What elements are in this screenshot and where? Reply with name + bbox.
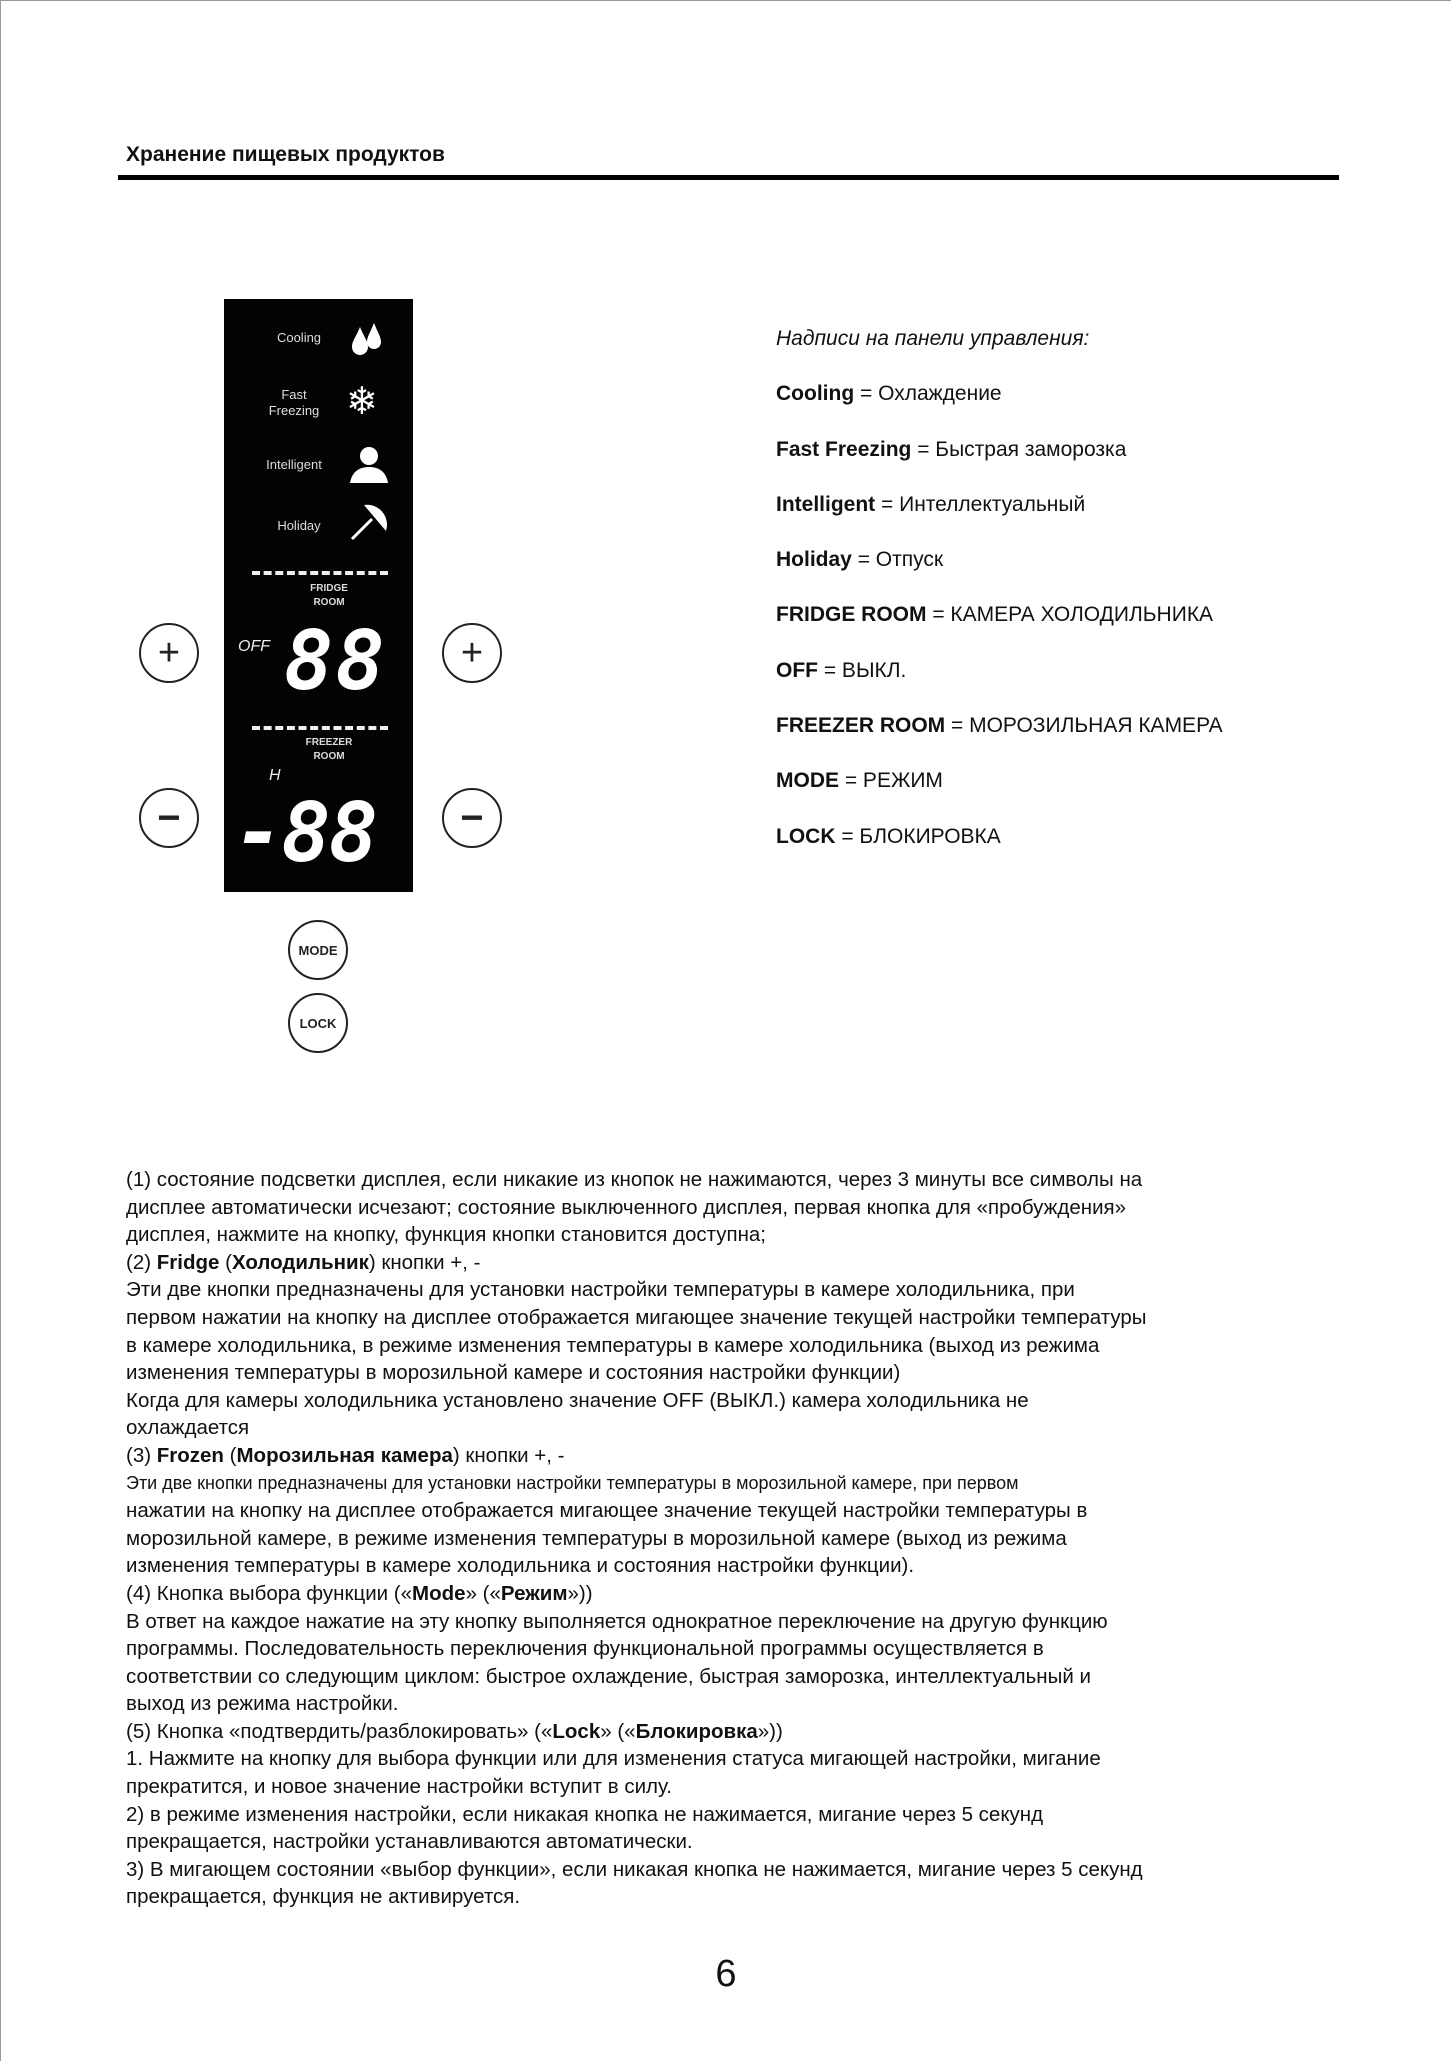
text-run: программы. Последовательность переключения функциональной программы осуществляется в bbox=[126, 1637, 1044, 1661]
text-line bbox=[126, 1663, 1147, 1691]
text-line bbox=[126, 1635, 1147, 1663]
text-run: морозильной камере, в режиме изменения температуры в морозильной камере (выход из режима bbox=[126, 1526, 1067, 1550]
legend-value: = ВЫКЛ. bbox=[818, 658, 907, 682]
legend-key: FREEZER ROOM bbox=[776, 714, 946, 738]
text-run: изменения температуры в морозильной камере и состояния настройки функции) bbox=[126, 1361, 901, 1385]
text-run: прекратится, и новое значение настройки вступит в силу. bbox=[126, 1775, 672, 1799]
umbrella-icon bbox=[346, 499, 390, 548]
text-line bbox=[126, 1690, 1147, 1718]
instructions-text bbox=[126, 1166, 1147, 1911]
text-line bbox=[126, 1414, 1147, 1442]
legend-value: = Интеллектуальный bbox=[875, 492, 1086, 516]
text-line bbox=[126, 1745, 1147, 1773]
fridge-plus-right-button[interactable]: + bbox=[442, 623, 502, 683]
text-run: в камере холодильника, в режиме изменения температуры в камере холодильника (выход из режима bbox=[126, 1333, 1100, 1357]
text-run: ) кнопки +, - bbox=[368, 1250, 481, 1274]
mode-label-intelligent: Intelligent bbox=[266, 457, 322, 472]
text-run: В ответ на каждое нажатие на эту кнопку выполняется однократное переключение на другую функцию bbox=[126, 1609, 1108, 1633]
text-line bbox=[126, 1359, 1147, 1387]
bold-term: Блокировка bbox=[635, 1719, 758, 1743]
snowflake-icon: ❄ bbox=[346, 381, 378, 423]
legend-key: LOCK bbox=[776, 824, 836, 848]
freezer-temperature-digits: -88 bbox=[234, 786, 377, 881]
text-run: выход из режима настройки. bbox=[126, 1692, 399, 1716]
legend-item bbox=[776, 714, 1223, 769]
legend-key: Holiday bbox=[776, 548, 852, 572]
legend-key: MODE bbox=[776, 769, 839, 793]
person-icon bbox=[348, 445, 390, 490]
text-run: 1. Нажмите на кнопку для выбора функции или для изменения статуса мигающей настройки, мигание bbox=[126, 1747, 1101, 1771]
text-line bbox=[126, 1856, 1147, 1884]
text-run: дисплее автоматически исчезают; состояние выключенного дисплея, первая кнопка для «пробуждения» bbox=[126, 1195, 1127, 1219]
text-line bbox=[126, 1580, 1147, 1608]
droplets-icon bbox=[348, 319, 388, 364]
legend-item bbox=[776, 548, 1223, 603]
text-run: дисплея, нажмите на кнопку, функция кнопки становится доступна; bbox=[126, 1223, 767, 1247]
legend-value: = РЕЖИМ bbox=[839, 769, 943, 793]
fridge-divider bbox=[252, 571, 388, 575]
legend-key: Cooling bbox=[776, 382, 855, 406]
text-run: Эти две кнопки предназначены для установки настройки температуры в камере холодильника, при bbox=[126, 1278, 1075, 1302]
text-line bbox=[126, 1249, 1147, 1277]
text-run: »)) bbox=[567, 1581, 593, 1605]
text-run: охлаждается bbox=[126, 1416, 250, 1440]
text-run: первом нажатии на кнопку на дисплее отображается мигающее значение текущей настройки температуры bbox=[126, 1305, 1147, 1329]
fridge-room-label: FRIDGE ROOM bbox=[310, 583, 348, 608]
freezer-h-indicator: H bbox=[269, 767, 281, 784]
text-run: Когда для камеры холодильника установлено значение OFF (ВЫКЛ.) камера холодильника не bbox=[126, 1388, 1029, 1412]
fridge-plus-left-button[interactable]: + bbox=[139, 623, 199, 683]
text-run: прекращается, функция не активируется. bbox=[126, 1885, 521, 1909]
text-line bbox=[126, 1442, 1147, 1470]
panel-legend bbox=[776, 327, 1223, 880]
legend-item bbox=[776, 438, 1223, 493]
text-run: ) кнопки +, - bbox=[452, 1443, 565, 1467]
legend-item bbox=[776, 769, 1223, 824]
freezer-minus-left-button[interactable]: − bbox=[139, 788, 199, 848]
legend-value: = БЛОКИРОВКА bbox=[835, 824, 1001, 848]
text-line bbox=[126, 1773, 1147, 1801]
freezer-room-label: FREEZER ROOM bbox=[305, 737, 353, 762]
text-run: ( bbox=[219, 1250, 232, 1274]
legend-key: Fast Freezing bbox=[776, 437, 912, 461]
text-line bbox=[126, 1608, 1147, 1636]
text-run: (3) bbox=[126, 1443, 157, 1467]
text-run: 2) в режиме изменения настройки, если никакая кнопка не нажимается, мигание через 5 секунд bbox=[126, 1802, 1044, 1826]
legend-item bbox=[776, 603, 1223, 658]
text-line bbox=[126, 1552, 1147, 1580]
legend-key: OFF bbox=[776, 658, 818, 682]
legend-key: FRIDGE ROOM bbox=[776, 603, 927, 627]
text-run: 3) В мигающем состоянии «выбор функции», если никакая кнопка не нажимается, мигание через 5 секунд bbox=[126, 1857, 1143, 1881]
text-line bbox=[126, 1221, 1147, 1249]
bold-term: Морозильная камера bbox=[236, 1443, 453, 1467]
text-line bbox=[126, 1166, 1147, 1194]
freezer-divider bbox=[252, 726, 388, 730]
mode-button[interactable]: MODE bbox=[288, 920, 348, 980]
legend-value: = МОРОЗИЛЬНАЯ КАМЕРА bbox=[945, 714, 1223, 738]
text-run: нажатии на кнопку на дисплее отображается мигающее значение текущей настройки температуры в bbox=[126, 1499, 1088, 1523]
fridge-temperature-digits: 88 bbox=[284, 614, 387, 709]
text-run: соответствии со следующим циклом: быстрое охлаждение, быстрая заморозка, интеллектуальный и bbox=[126, 1664, 1091, 1688]
legend-key: Intelligent bbox=[776, 492, 876, 516]
text-line bbox=[126, 1304, 1147, 1332]
text-run: ( bbox=[223, 1443, 237, 1467]
text-line bbox=[126, 1883, 1147, 1911]
control-panel-display bbox=[224, 299, 413, 892]
header-rule bbox=[118, 175, 1339, 180]
text-run: Эти две кнопки предназначены для установки настройки температуры в морозильной камере, при первом bbox=[126, 1472, 1019, 1493]
bold-term: Frozen bbox=[156, 1443, 224, 1467]
text-line bbox=[126, 1470, 1147, 1498]
legend-item bbox=[776, 825, 1223, 880]
bold-term: Холодильник bbox=[231, 1250, 369, 1274]
legend-value: = Быстрая заморозка bbox=[911, 437, 1127, 461]
off-indicator: OFF bbox=[238, 638, 270, 655]
legend-item bbox=[776, 493, 1223, 548]
text-run: (5) Кнопка «подтвердить/разблокировать» (« bbox=[126, 1719, 553, 1743]
bold-term: Mode bbox=[412, 1581, 466, 1605]
text-run: » (« bbox=[600, 1719, 636, 1743]
mode-label-fast-freezing: Fast Freezing bbox=[268, 387, 320, 418]
text-line bbox=[126, 1194, 1147, 1222]
mode-label-holiday: Holiday bbox=[277, 518, 321, 533]
mode-label-cooling: Cooling bbox=[276, 330, 322, 345]
text-line bbox=[126, 1276, 1147, 1304]
text-run: »)) bbox=[757, 1719, 783, 1743]
text-line bbox=[126, 1718, 1147, 1746]
text-line bbox=[126, 1332, 1147, 1360]
legend-value: = Охлаждение bbox=[854, 382, 1002, 406]
text-run: (1) состояние подсветки дисплея, если никакие из кнопок не нажимаются, через 3 минуты все символы на bbox=[126, 1168, 1143, 1191]
bold-term: Fridge bbox=[156, 1250, 220, 1274]
legend-value: = Отпуск bbox=[851, 548, 944, 572]
text-line bbox=[126, 1801, 1147, 1829]
text-run: » (« bbox=[465, 1581, 501, 1605]
legend-value: = КАМЕРА ХОЛОДИЛЬНИКА bbox=[926, 603, 1214, 627]
bold-term: Lock bbox=[552, 1719, 601, 1743]
freezer-minus-right-button[interactable]: − bbox=[442, 788, 502, 848]
text-run: (4) Кнопка выбора функции (« bbox=[126, 1581, 413, 1605]
page-title: Хранение пищевых продуктов bbox=[126, 143, 445, 166]
text-line bbox=[126, 1828, 1147, 1856]
lock-button[interactable]: LOCK bbox=[288, 993, 348, 1053]
legend-item bbox=[776, 382, 1223, 437]
text-line bbox=[126, 1387, 1147, 1415]
legend-item bbox=[776, 659, 1223, 714]
text-run: прекращается, настройки устанавливаются автоматически. bbox=[126, 1830, 693, 1854]
text-line bbox=[126, 1525, 1147, 1553]
bold-term: Режим bbox=[500, 1581, 568, 1605]
text-line bbox=[126, 1497, 1147, 1525]
page-number: 6 bbox=[715, 1953, 737, 1995]
text-run: изменения температуры в камере холодильника и состояния настройки функции). bbox=[126, 1554, 915, 1578]
text-run: (2) bbox=[126, 1250, 157, 1274]
legend-heading: Надписи на панели управления: bbox=[776, 327, 1090, 350]
